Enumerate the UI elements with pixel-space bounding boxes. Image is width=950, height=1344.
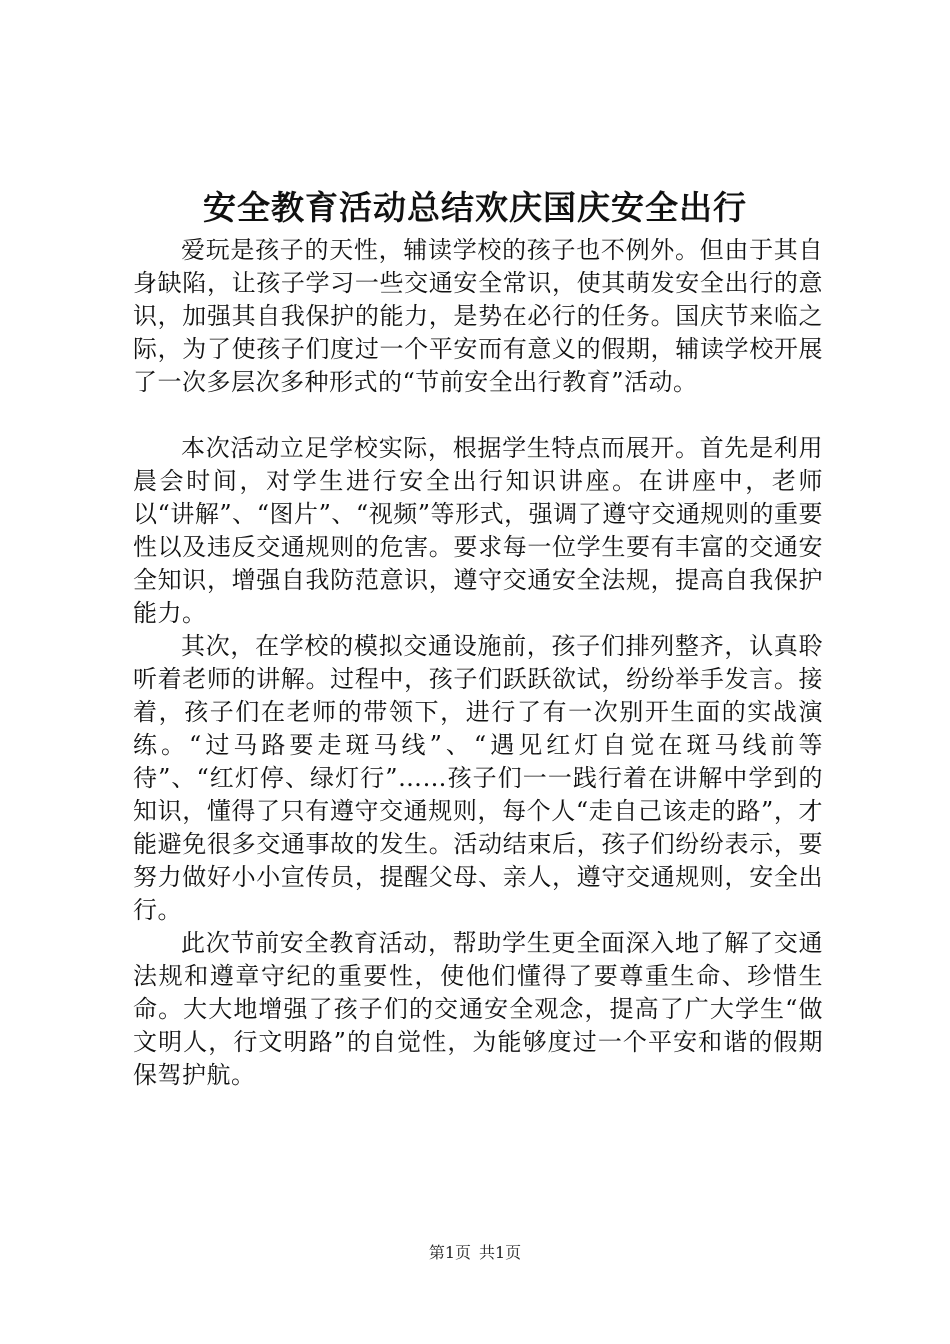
page-footer [0, 1241, 950, 1265]
paragraph-intro: 爱玩是孩子的天性，辅读学校的孩子也不例外。但由于其自身缺陷，让孩子学习一些交通安全常识，使其萌发安全出行的意识，加强其自我保护的能力，是势在必行的任务。国庆节来临之际，为了使孩子们度过一个平安而有意义的假期，辅读学校开展了一次多层次多种形式的“节前安全出行教育”活动。 [133, 236, 823, 396]
paragraph-activity: 本次活动立足学校实际，根据学生特点而展开。首先是利用晨会时间，对学生进行安全出行知识讲座。在讲座中，老师以“讲解”、“图片”、“视频”等形式，强调了遵守交通规则的重要性以及违反交通规则的危害。要求每一位学生要有丰富的交通安全知识，增强自我防范意识，遵守交通安全法规，提高自我保护能力。 [133, 434, 823, 627]
page-total: 共1页 [479, 1243, 522, 1262]
paragraph-gap [133, 399, 823, 432]
document-body [133, 234, 823, 1092]
paragraph-conclusion: 此次节前安全教育活动，帮助学生更全面深入地了解了交通法规和遵章守纪的重要性，使他们懂得了要尊重生命、珍惜生命。大大地增强了孩子们的交通安全观念，提高了广大学生“做文明人，行文明路”的自觉性，为能够度过一个平安和谐的假期保驾护航。 [133, 929, 823, 1089]
document-title: 安全教育活动总结欢庆国庆安全出行 [203, 188, 747, 227]
page-number: 第1页 [428, 1243, 471, 1262]
paragraph-practice: 其次，在学校的模拟交通设施前，孩子们排列整齐，认真聆听着老师的讲解。过程中，孩子们跃跃欲试，纷纷举手发言。接着，孩子们在老师的带领下，进行了有一次别开生面的实战演练。“过马路要走斑马线”、“遇见红灯自觉在斑马线前等待”、“红灯停、绿灯行”……孩子们一一践行着在讲解中学到的知识，懂得了只有遵守交通规则，每个人“走自己该走的路”，才能避免很多交通事故的发生。活动结束后，孩子们纷纷表示，要努力做好小小宣传员，提醒父母、亲人，遵守交通规则，安全出行。 [133, 632, 823, 924]
